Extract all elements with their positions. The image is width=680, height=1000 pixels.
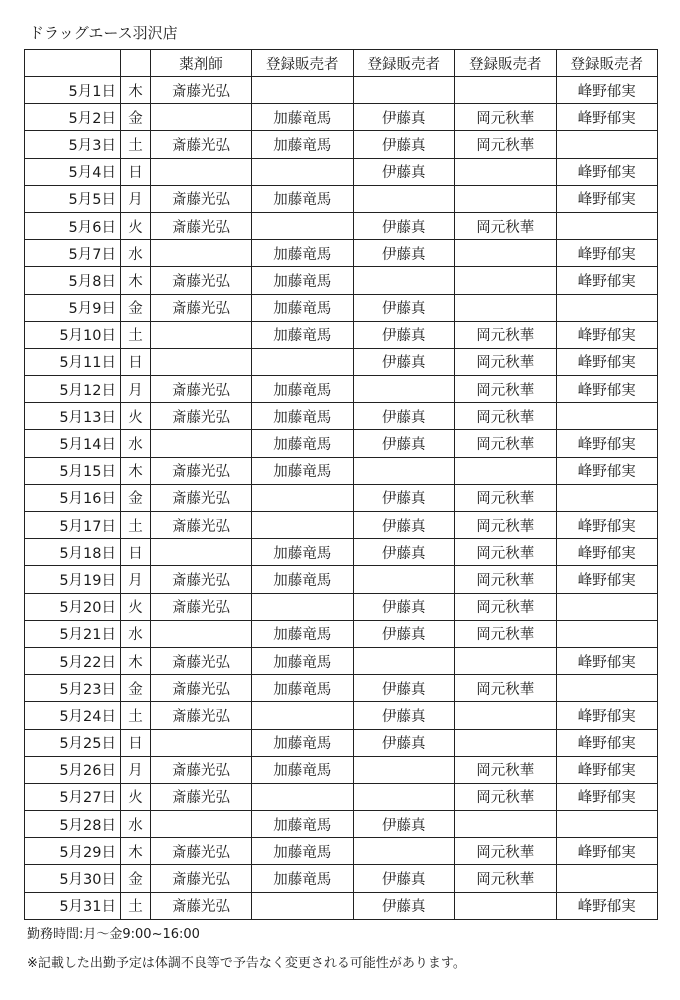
- registered-seller-cell: 伊藤真: [353, 702, 455, 729]
- registered-seller-cell: [455, 185, 557, 212]
- header-registered-seller: 登録販売者: [252, 50, 354, 77]
- pharmacist-cell: [151, 539, 252, 566]
- pharmacist-cell: 斎藤光弘: [151, 457, 252, 484]
- registered-seller-cell: 峰野郁実: [556, 267, 658, 294]
- schedule-row: [25, 620, 658, 647]
- registered-seller-cell: 伊藤真: [353, 865, 455, 892]
- pharmacist-cell: 斎藤光弘: [151, 838, 252, 865]
- schedule-row: [25, 729, 658, 756]
- schedule-row: [25, 865, 658, 892]
- registered-seller-cell: 加藤竜馬: [252, 185, 354, 212]
- weekday-cell: 金: [121, 104, 151, 131]
- registered-seller-cell: [455, 702, 557, 729]
- date-cell: 5月11日: [25, 348, 121, 375]
- date-cell: 5月28日: [25, 811, 121, 838]
- weekday-cell: 月: [121, 566, 151, 593]
- registered-seller-cell: 加藤竜馬: [252, 838, 354, 865]
- registered-seller-cell: 伊藤真: [353, 158, 455, 185]
- pharmacist-cell: [151, 240, 252, 267]
- weekday-cell: 火: [121, 212, 151, 239]
- registered-seller-cell: 加藤竜馬: [252, 865, 354, 892]
- registered-seller-cell: 伊藤真: [353, 294, 455, 321]
- date-cell: 5月9日: [25, 294, 121, 321]
- date-cell: 5月29日: [25, 838, 121, 865]
- registered-seller-cell: 加藤竜馬: [252, 729, 354, 756]
- schedule-row: [25, 376, 658, 403]
- date-cell: 5月3日: [25, 131, 121, 158]
- schedule-change-notice: ※記載した出勤予定は体調不良等で予告なく変更される可能性があります。: [27, 956, 466, 971]
- registered-seller-cell: [353, 185, 455, 212]
- shift-schedule-table: [24, 49, 658, 920]
- pharmacist-cell: 斎藤光弘: [151, 77, 252, 104]
- registered-seller-cell: 岡元秋華: [455, 131, 557, 158]
- registered-seller-cell: [556, 484, 658, 511]
- schedule-row: [25, 212, 658, 239]
- weekday-cell: 月: [121, 756, 151, 783]
- schedule-row: [25, 756, 658, 783]
- registered-seller-cell: [556, 865, 658, 892]
- pharmacist-cell: 斎藤光弘: [151, 865, 252, 892]
- date-cell: 5月22日: [25, 647, 121, 674]
- weekday-cell: 木: [121, 457, 151, 484]
- date-cell: 5月15日: [25, 457, 121, 484]
- registered-seller-cell: 伊藤真: [353, 430, 455, 457]
- registered-seller-cell: 加藤竜馬: [252, 457, 354, 484]
- schedule-row: [25, 104, 658, 131]
- registered-seller-cell: [353, 376, 455, 403]
- registered-seller-cell: 加藤竜馬: [252, 647, 354, 674]
- weekday-cell: 土: [121, 702, 151, 729]
- weekday-cell: 水: [121, 811, 151, 838]
- weekday-cell: 水: [121, 430, 151, 457]
- pharmacist-cell: 斎藤光弘: [151, 484, 252, 511]
- weekday-cell: 土: [121, 321, 151, 348]
- registered-seller-cell: [556, 403, 658, 430]
- pharmacist-cell: [151, 811, 252, 838]
- schedule-row: [25, 566, 658, 593]
- weekday-cell: 土: [121, 512, 151, 539]
- pharmacist-cell: 斎藤光弘: [151, 566, 252, 593]
- registered-seller-cell: 峰野郁実: [556, 756, 658, 783]
- date-cell: 5月17日: [25, 512, 121, 539]
- registered-seller-cell: 岡元秋華: [455, 484, 557, 511]
- pharmacist-cell: [151, 348, 252, 375]
- date-cell: 5月6日: [25, 212, 121, 239]
- schedule-row: [25, 457, 658, 484]
- registered-seller-cell: 加藤竜馬: [252, 376, 354, 403]
- schedule-row: [25, 512, 658, 539]
- pharmacist-cell: 斎藤光弘: [151, 512, 252, 539]
- date-cell: 5月7日: [25, 240, 121, 267]
- registered-seller-cell: [252, 212, 354, 239]
- schedule-row: [25, 484, 658, 511]
- registered-seller-cell: 岡元秋華: [455, 348, 557, 375]
- header-pharmacist: 薬剤師: [151, 50, 252, 77]
- registered-seller-cell: 加藤竜馬: [252, 539, 354, 566]
- weekday-cell: 金: [121, 294, 151, 321]
- registered-seller-cell: [252, 593, 354, 620]
- pharmacist-cell: 斎藤光弘: [151, 185, 252, 212]
- header-date: [25, 50, 121, 77]
- registered-seller-cell: 峰野郁実: [556, 430, 658, 457]
- registered-seller-cell: 岡元秋華: [455, 321, 557, 348]
- date-cell: 5月25日: [25, 729, 121, 756]
- registered-seller-cell: [556, 620, 658, 647]
- registered-seller-cell: 峰野郁実: [556, 892, 658, 919]
- date-cell: 5月19日: [25, 566, 121, 593]
- date-cell: 5月4日: [25, 158, 121, 185]
- registered-seller-cell: 伊藤真: [353, 212, 455, 239]
- registered-seller-cell: [455, 294, 557, 321]
- registered-seller-cell: 峰野郁実: [556, 838, 658, 865]
- registered-seller-cell: [252, 512, 354, 539]
- weekday-cell: 水: [121, 620, 151, 647]
- registered-seller-cell: 伊藤真: [353, 620, 455, 647]
- header-registered-seller: 登録販売者: [353, 50, 455, 77]
- registered-seller-cell: 岡元秋華: [455, 756, 557, 783]
- pharmacist-cell: [151, 729, 252, 756]
- registered-seller-cell: 伊藤真: [353, 512, 455, 539]
- date-cell: 5月23日: [25, 675, 121, 702]
- registered-seller-cell: 岡元秋華: [455, 430, 557, 457]
- weekday-cell: 金: [121, 484, 151, 511]
- registered-seller-cell: 伊藤真: [353, 892, 455, 919]
- registered-seller-cell: [252, 77, 354, 104]
- registered-seller-cell: [455, 647, 557, 674]
- pharmacist-cell: 斎藤光弘: [151, 212, 252, 239]
- registered-seller-cell: 加藤竜馬: [252, 240, 354, 267]
- schedule-row: [25, 267, 658, 294]
- registered-seller-cell: [455, 158, 557, 185]
- store-title: ドラッグエース羽沢店: [29, 24, 178, 42]
- registered-seller-cell: [455, 77, 557, 104]
- date-cell: 5月31日: [25, 892, 121, 919]
- weekday-cell: 日: [121, 539, 151, 566]
- weekday-cell: 火: [121, 783, 151, 810]
- registered-seller-cell: [252, 702, 354, 729]
- registered-seller-cell: 伊藤真: [353, 104, 455, 131]
- pharmacist-cell: 斎藤光弘: [151, 892, 252, 919]
- schedule-row: [25, 294, 658, 321]
- registered-seller-cell: [353, 566, 455, 593]
- date-cell: 5月8日: [25, 267, 121, 294]
- registered-seller-cell: 岡元秋華: [455, 539, 557, 566]
- registered-seller-cell: 加藤竜馬: [252, 566, 354, 593]
- registered-seller-cell: [556, 675, 658, 702]
- registered-seller-cell: 峰野郁実: [556, 539, 658, 566]
- registered-seller-cell: 加藤竜馬: [252, 131, 354, 158]
- registered-seller-cell: 峰野郁実: [556, 240, 658, 267]
- registered-seller-cell: 峰野郁実: [556, 512, 658, 539]
- registered-seller-cell: 岡元秋華: [455, 838, 557, 865]
- date-cell: 5月2日: [25, 104, 121, 131]
- registered-seller-cell: 加藤竜馬: [252, 321, 354, 348]
- schedule-row: [25, 593, 658, 620]
- weekday-cell: 火: [121, 403, 151, 430]
- date-cell: 5月30日: [25, 865, 121, 892]
- schedule-row: [25, 348, 658, 375]
- registered-seller-cell: 伊藤真: [353, 484, 455, 511]
- weekday-cell: 水: [121, 240, 151, 267]
- registered-seller-cell: 峰野郁実: [556, 376, 658, 403]
- registered-seller-cell: 峰野郁実: [556, 702, 658, 729]
- registered-seller-cell: 加藤竜馬: [252, 430, 354, 457]
- pharmacist-cell: 斎藤光弘: [151, 593, 252, 620]
- date-cell: 5月20日: [25, 593, 121, 620]
- schedule-row: [25, 158, 658, 185]
- schedule-row: [25, 403, 658, 430]
- pharmacist-cell: 斎藤光弘: [151, 131, 252, 158]
- pharmacist-cell: 斎藤光弘: [151, 647, 252, 674]
- pharmacist-cell: [151, 321, 252, 348]
- pharmacist-cell: 斎藤光弘: [151, 294, 252, 321]
- registered-seller-cell: [353, 457, 455, 484]
- schedule-row: [25, 321, 658, 348]
- pharmacist-cell: [151, 158, 252, 185]
- registered-seller-cell: 岡元秋華: [455, 675, 557, 702]
- weekday-cell: 火: [121, 593, 151, 620]
- schedule-row: [25, 131, 658, 158]
- registered-seller-cell: [252, 348, 354, 375]
- registered-seller-cell: [556, 811, 658, 838]
- weekday-cell: 木: [121, 267, 151, 294]
- schedule-row: [25, 702, 658, 729]
- pharmacist-cell: 斎藤光弘: [151, 267, 252, 294]
- schedule-row: [25, 892, 658, 919]
- registered-seller-cell: [252, 158, 354, 185]
- registered-seller-cell: [252, 484, 354, 511]
- registered-seller-cell: [455, 729, 557, 756]
- weekday-cell: 日: [121, 158, 151, 185]
- registered-seller-cell: 伊藤真: [353, 811, 455, 838]
- registered-seller-cell: 伊藤真: [353, 593, 455, 620]
- date-cell: 5月14日: [25, 430, 121, 457]
- registered-seller-cell: 加藤竜馬: [252, 267, 354, 294]
- registered-seller-cell: 加藤竜馬: [252, 620, 354, 647]
- date-cell: 5月5日: [25, 185, 121, 212]
- date-cell: 5月13日: [25, 403, 121, 430]
- date-cell: 5月18日: [25, 539, 121, 566]
- schedule-row: [25, 838, 658, 865]
- registered-seller-cell: [556, 294, 658, 321]
- registered-seller-cell: 加藤竜馬: [252, 756, 354, 783]
- registered-seller-cell: 岡元秋華: [455, 593, 557, 620]
- pharmacist-cell: 斎藤光弘: [151, 376, 252, 403]
- schedule-row: [25, 77, 658, 104]
- date-cell: 5月12日: [25, 376, 121, 403]
- weekday-cell: 月: [121, 376, 151, 403]
- registered-seller-cell: 峰野郁実: [556, 104, 658, 131]
- registered-seller-cell: [353, 783, 455, 810]
- date-cell: 5月24日: [25, 702, 121, 729]
- schedule-row: [25, 675, 658, 702]
- header-row: [25, 50, 658, 77]
- schedule-row: [25, 430, 658, 457]
- registered-seller-cell: 峰野郁実: [556, 566, 658, 593]
- weekday-cell: 金: [121, 865, 151, 892]
- registered-seller-cell: 峰野郁実: [556, 457, 658, 484]
- registered-seller-cell: 岡元秋華: [455, 620, 557, 647]
- schedule-row: [25, 647, 658, 674]
- schedule-row: [25, 539, 658, 566]
- registered-seller-cell: 峰野郁実: [556, 729, 658, 756]
- registered-seller-cell: 峰野郁実: [556, 647, 658, 674]
- pharmacist-cell: 斎藤光弘: [151, 756, 252, 783]
- registered-seller-cell: [556, 131, 658, 158]
- registered-seller-cell: 峰野郁実: [556, 348, 658, 375]
- weekday-cell: 木: [121, 838, 151, 865]
- header-registered-seller: 登録販売者: [556, 50, 658, 77]
- weekday-cell: 木: [121, 77, 151, 104]
- pharmacist-cell: [151, 104, 252, 131]
- registered-seller-cell: 加藤竜馬: [252, 675, 354, 702]
- registered-seller-cell: [455, 892, 557, 919]
- registered-seller-cell: 伊藤真: [353, 675, 455, 702]
- registered-seller-cell: 岡元秋華: [455, 104, 557, 131]
- registered-seller-cell: 伊藤真: [353, 131, 455, 158]
- registered-seller-cell: 伊藤真: [353, 729, 455, 756]
- weekday-cell: 木: [121, 647, 151, 674]
- pharmacist-cell: 斎藤光弘: [151, 702, 252, 729]
- registered-seller-cell: 岡元秋華: [455, 865, 557, 892]
- working-hours-note: 勤務時間:月〜金9:00~16:00: [27, 927, 200, 942]
- registered-seller-cell: 岡元秋華: [455, 783, 557, 810]
- registered-seller-cell: [353, 838, 455, 865]
- registered-seller-cell: 加藤竜馬: [252, 104, 354, 131]
- schedule-row: [25, 240, 658, 267]
- registered-seller-cell: 峰野郁実: [556, 77, 658, 104]
- registered-seller-cell: [556, 593, 658, 620]
- registered-seller-cell: 岡元秋華: [455, 566, 557, 593]
- weekday-cell: 土: [121, 131, 151, 158]
- registered-seller-cell: [353, 647, 455, 674]
- registered-seller-cell: 岡元秋華: [455, 212, 557, 239]
- registered-seller-cell: [556, 212, 658, 239]
- weekday-cell: 月: [121, 185, 151, 212]
- registered-seller-cell: 伊藤真: [353, 403, 455, 430]
- weekday-cell: 金: [121, 675, 151, 702]
- registered-seller-cell: [353, 77, 455, 104]
- registered-seller-cell: 峰野郁実: [556, 783, 658, 810]
- registered-seller-cell: 加藤竜馬: [252, 403, 354, 430]
- date-cell: 5月10日: [25, 321, 121, 348]
- schedule-row: [25, 811, 658, 838]
- registered-seller-cell: 伊藤真: [353, 539, 455, 566]
- registered-seller-cell: 伊藤真: [353, 321, 455, 348]
- schedule-row: [25, 783, 658, 810]
- pharmacist-cell: 斎藤光弘: [151, 783, 252, 810]
- pharmacist-cell: [151, 620, 252, 647]
- registered-seller-cell: 峰野郁実: [556, 185, 658, 212]
- registered-seller-cell: 岡元秋華: [455, 403, 557, 430]
- registered-seller-cell: [252, 892, 354, 919]
- date-cell: 5月16日: [25, 484, 121, 511]
- weekday-cell: 土: [121, 892, 151, 919]
- registered-seller-cell: 岡元秋華: [455, 512, 557, 539]
- date-cell: 5月1日: [25, 77, 121, 104]
- registered-seller-cell: [353, 267, 455, 294]
- registered-seller-cell: 加藤竜馬: [252, 294, 354, 321]
- pharmacist-cell: [151, 430, 252, 457]
- registered-seller-cell: [455, 457, 557, 484]
- registered-seller-cell: [353, 756, 455, 783]
- registered-seller-cell: 峰野郁実: [556, 158, 658, 185]
- registered-seller-cell: 岡元秋華: [455, 376, 557, 403]
- registered-seller-cell: 加藤竜馬: [252, 811, 354, 838]
- date-cell: 5月27日: [25, 783, 121, 810]
- registered-seller-cell: [252, 783, 354, 810]
- header-registered-seller: 登録販売者: [455, 50, 557, 77]
- pharmacist-cell: 斎藤光弘: [151, 403, 252, 430]
- weekday-cell: 日: [121, 348, 151, 375]
- weekday-cell: 日: [121, 729, 151, 756]
- schedule-row: [25, 185, 658, 212]
- date-cell: 5月21日: [25, 620, 121, 647]
- registered-seller-cell: [455, 267, 557, 294]
- pharmacist-cell: 斎藤光弘: [151, 675, 252, 702]
- registered-seller-cell: 峰野郁実: [556, 321, 658, 348]
- date-cell: 5月26日: [25, 756, 121, 783]
- registered-seller-cell: 伊藤真: [353, 348, 455, 375]
- header-dow: [121, 50, 151, 77]
- registered-seller-cell: [455, 240, 557, 267]
- registered-seller-cell: [455, 811, 557, 838]
- registered-seller-cell: 伊藤真: [353, 240, 455, 267]
